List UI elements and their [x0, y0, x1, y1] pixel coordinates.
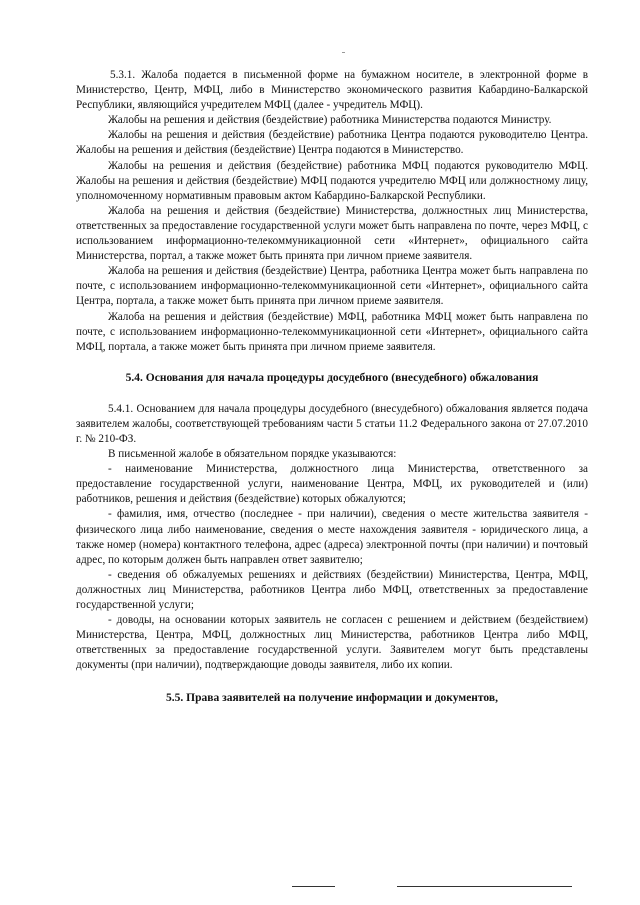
- list-item-required-field: - наименование Министерства, должностного лица Министерства, ответственного за предоставление государственной услуги, наименование Центра, МФЦ, их руководителей и (или) работников, решения и действия (бездействие) которых обжалуются;: [76, 463, 588, 506]
- section-heading-5-5: 5.5. Права заявителей на получение информации и документов,: [166, 692, 498, 705]
- section-heading-5-4: 5.4. Основания для начала процедуры досудебного (внесудебного) обжалования: [125, 371, 539, 384]
- list-item-required-field: - фамилия, имя, отчество (последнее - при наличии), сведения о месте жительства заявителя - физического лица либо наименование, сведения о месте нахождения заявителя - юридического лица, а также номер (номера) контактного телефона, адрес (адреса) электронной почты (при наличии) и почтовый адрес, по которым должен быть направлен ответ заявителю;: [76, 508, 588, 566]
- paragraph-required-fields-intro: В письменной жалобе в обязательном порядке указываются:: [108, 448, 397, 461]
- footer-rule-right: [397, 886, 572, 887]
- footer-rule-left: [292, 886, 335, 887]
- list-item-required-field: - сведения об обжалуемых решениях и действиях (бездействии) Министерства, Центра, МФЦ, должностных лиц Министерства, работников Центра либо МФЦ, ответственных за предоставление государственной услуги;: [76, 568, 588, 611]
- scan-mark: [342, 52, 345, 53]
- document-body: [76, 68, 588, 706]
- paragraph-complaints-center-worker: Жалобы на решения и действия (бездействие) работника Центра подаются руководителю Центра. Жалобы на решения и действия (бездействие) Центра подаются в Министерство.: [76, 129, 588, 157]
- paragraph-complaints-ministry-worker: Жалобы на решения и действия (бездействие) работника Министерства подаются Министру.: [108, 114, 552, 127]
- paragraph-complaint-center-channels: Жалоба на решения и действия (бездействие) Центра, работника Центра может быть направлена по почте, с использованием информационно-телекоммуникационной сети «Интернет», официального сайта Центра, портала, а также может быть принята при личном приеме заявителя.: [76, 265, 588, 308]
- list-item-required-field: - доводы, на основании которых заявитель не согласен с решением и действием (бездействием) Министерства, Центра, МФЦ, должностных лиц Министерства, работников Центра либо МФЦ, ответственных за предоставление государственной услуги. Заявителем могут быть представлены документы (при наличии), подтверждающие доводы заявителя, либо их копии.: [76, 614, 588, 672]
- paragraph-5-4-1: 5.4.1. Основанием для начала процедуры досудебного (внесудебного) обжалования является подача заявителем жалобы, соответствующей требованиям части 5 статьи 11.2 Федерального закона от 27.07.2010 г. № 210-ФЗ.: [76, 402, 588, 445]
- paragraph-complaint-ministry-channels: Жалоба на решения и действия (бездействие) Министерства, должностных лиц Министерства, ответственных за предоставление государственной услуги может быть направлена по почте, через МФЦ, с использованием информационно-телекоммуникационной сети «Интернет», официального сайта Министерства, портал, а также может быть принята при личном приеме заявителя.: [76, 204, 588, 263]
- paragraph-complaint-mfc-channels: Жалоба на решения и действия (бездействие) МФЦ, работника МФЦ может быть направлена по почте, с использованием информационно-телекоммуникационной сети «Интернет», официального сайта МФЦ, портала, а также может быть принята при личном приеме заявителя.: [76, 310, 588, 353]
- paragraph-5-3-1: 5.3.1. Жалоба подается в письменной форме на бумажном носителе, в электронной форме в Министерство, Центр, МФЦ, либо в Министерство экономического развития Кабардино-Балкарской Республики, являющийся учредителем МФЦ (далее - учредитель МФЦ).: [76, 69, 588, 112]
- paragraph-complaints-mfc-worker: Жалобы на решения и действия (бездействие) работника МФЦ подаются руководителю МФЦ. Жалобы на решения и действия (бездействие) МФЦ подаются учредителю МФЦ или должностному лицу, уполномоченному нормативным правовым актом Кабардино-Балкарской Республики.: [76, 159, 588, 202]
